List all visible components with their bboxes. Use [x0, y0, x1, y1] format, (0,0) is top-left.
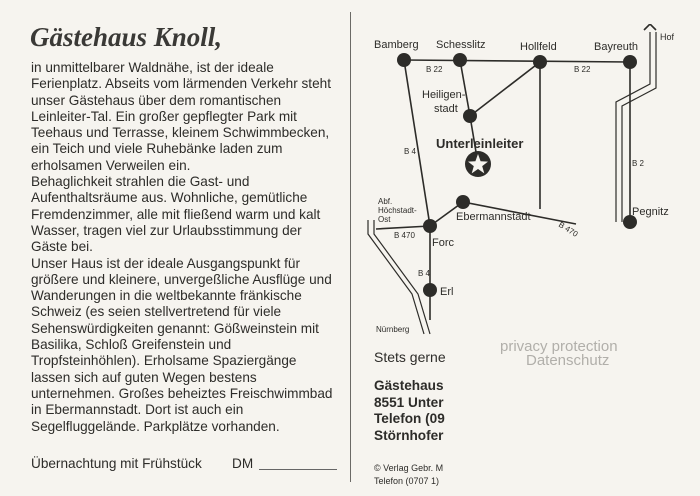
town-dot-bamberg: [397, 53, 411, 67]
publisher-line: © Verlag Gebr. M: [374, 463, 444, 473]
road-b470-west: [376, 226, 430, 229]
town-dot-bayreuth: [623, 55, 637, 69]
label-hollfeld: Hollfeld: [520, 41, 557, 53]
road-label-b22-1: B 22: [426, 65, 443, 74]
town-dot-erl: [423, 283, 437, 297]
route-map: [358, 24, 678, 344]
road-b4: [404, 60, 430, 226]
road-label-b22-2: B 22: [574, 65, 591, 74]
abfahrt-label-1: Abf.: [378, 197, 393, 206]
route-map-svg: [358, 24, 678, 344]
guesthouse-title: Gästehaus Knoll,: [30, 22, 223, 52]
price-label: Übernachtung mit Frühstück: [31, 456, 202, 471]
price-line: [31, 456, 254, 471]
label-heiligenstadt-2: stadt: [434, 103, 458, 115]
road-label-b4-1: B 4: [404, 147, 417, 156]
address-line: Telefon (09: [374, 411, 445, 426]
town-dot-ebermannstadt: [456, 195, 470, 209]
column-divider: [350, 12, 351, 482]
label-bamberg: Bamberg: [374, 39, 419, 51]
label-unterleinleiter: Unterleinleiter: [436, 136, 524, 151]
road-label-b2: B 2: [632, 159, 645, 168]
road-label-b4-2: B 4: [418, 269, 431, 278]
publisher-info: [374, 462, 452, 487]
town-dot-forchheim: [423, 219, 437, 233]
address-line: Gästehaus: [374, 378, 444, 393]
label-forchheim: Forc: [432, 237, 454, 249]
price-blank-line: [259, 469, 337, 470]
road-heiligenstadt-schesslitz: [460, 60, 470, 116]
label-heiligenstadt-1: Heiligen-: [422, 89, 466, 101]
town-dot-schesslitz: [453, 53, 467, 67]
description-paragraph: Unser Haus ist der ideale Ausgangspunkt für größere und kleinere, unvergeßliche Ausflüge und Wanderungen in die weltbekannte fränkische Schweiz (es seien stellvertretend für viele Sehenswürdigkeiten genannt: Gößweinstein mit Basilika, Schloß Greifenstein und Tropfsteinhöhlen). Erholsame Spaziergänge lassen sich auf guten Wegen bestens unternehmen. Großes beheiztes Freischwimmbad in Ebermannstadt. Dort ist auch ein Segelfluggelände. Parkplätze vorhanden.: [31, 255, 333, 434]
description-text: [31, 60, 336, 435]
town-dot-heiligenstadt: [463, 109, 477, 123]
label-schesslitz: Schesslitz: [436, 39, 486, 51]
road-b22: [404, 60, 630, 62]
label-nuernberg: Nürnberg: [376, 325, 410, 334]
abfahrt-label-3: Ost: [378, 215, 391, 224]
label-bayreuth: Bayreuth: [594, 41, 639, 53]
watermark-line: privacy protection: [500, 338, 618, 355]
direction-arrow-icon: [644, 24, 656, 30]
label-erl: Erl: [440, 286, 454, 298]
town-dot-hollfeld: [533, 55, 547, 69]
label-hof: Hof: [660, 32, 675, 42]
road-label-b470-1: B 470: [394, 231, 415, 240]
label-ebermannstadt: Ebermannstadt: [456, 211, 531, 223]
currency-label: DM: [232, 456, 254, 471]
label-pegnitz: Pegnitz: [632, 206, 669, 218]
road-heiligenstadt-hollfeld: [470, 62, 540, 116]
abfahrt-label-2: Höchstadt-: [378, 206, 417, 215]
price-field: [232, 456, 337, 471]
address-block: [374, 378, 452, 444]
address-line: 8551 Unter: [374, 394, 444, 410]
publisher-line: Telefon (0707 1): [374, 475, 440, 486]
description-paragraph: Behaglichkeit strahlen die Gast- und Aufenthaltsräume aus. Wohnliche, gemütliche Fremdenzimmer, alle mit fließend warm und kalt Wasser, tragen viel zur Urlaubsstimmung der Gäste bei.: [31, 174, 321, 255]
address-line: Störnhofer: [374, 427, 444, 443]
privacy-watermark: [500, 340, 618, 368]
road-label-b470-2: B 470: [556, 220, 580, 239]
watermark-line: Datenschutz: [526, 352, 610, 369]
description-paragraph: in unmittelbarer Waldnähe, ist der ideale Ferienplatz. Abseits vom lärmenden Verkehr steht unser Gästehaus über dem romantischen Leinleiter-Tal. Ein großer gepflegter Park mit Teehaus und Terrasse, kleinem Schwimmbecken, ein Teich und viele Ruhebänke laden zum erholsamen Verweilen ein.: [31, 60, 331, 173]
greeting-text: Stets gerne: [374, 349, 446, 365]
